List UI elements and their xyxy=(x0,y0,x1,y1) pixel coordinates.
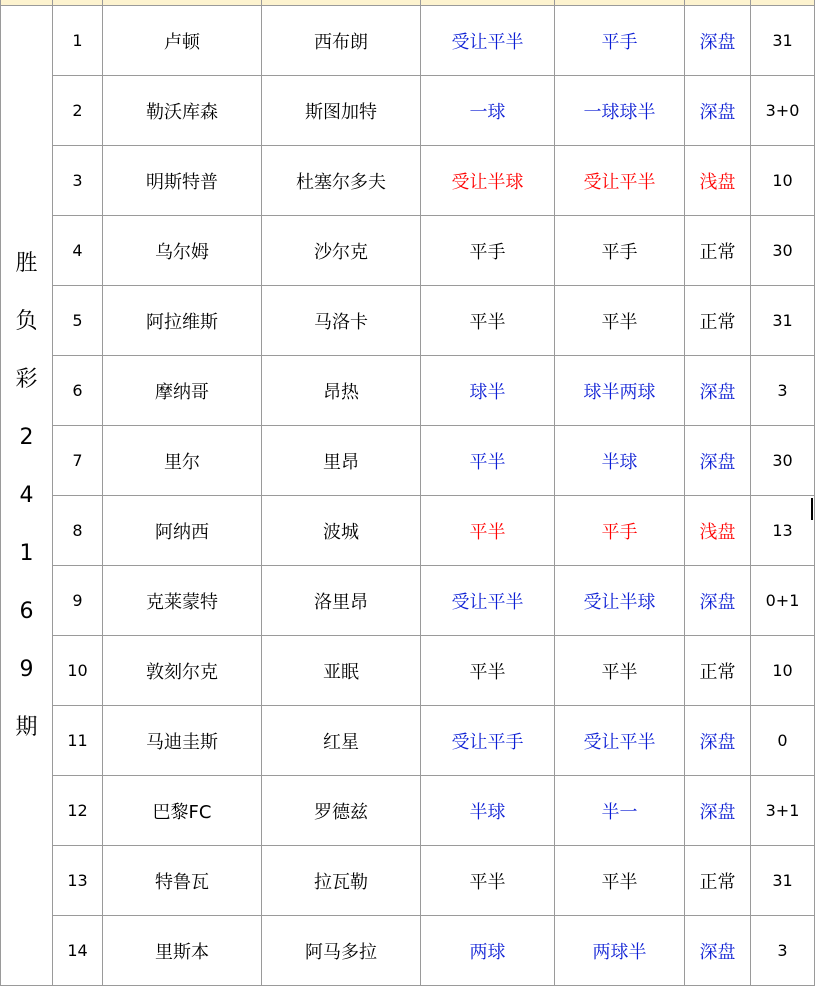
handicap-depth-cell: 深盘 xyxy=(685,426,751,496)
away-team-cell: 罗德兹 xyxy=(262,776,421,846)
match-number-cell: 12 xyxy=(53,776,103,846)
home-team-cell: 克莱蒙特 xyxy=(103,566,262,636)
handicap-depth-cell: 正常 xyxy=(685,286,751,356)
match-number-cell: 7 xyxy=(53,426,103,496)
handicap-depth-cell: 深盘 xyxy=(685,566,751,636)
period-label-char: 彩 xyxy=(15,366,38,392)
result-cell: 31 xyxy=(751,286,815,356)
match-number-cell: 8 xyxy=(53,496,103,566)
table-row xyxy=(1,846,815,916)
home-team-cell: 勒沃库森 xyxy=(103,76,262,146)
handicap-depth-cell: 深盘 xyxy=(685,6,751,76)
table-row xyxy=(1,916,815,986)
home-team-cell: 摩纳哥 xyxy=(103,356,262,426)
current-handicap-cell: 受让平半 xyxy=(555,706,685,776)
home-team-cell: 特鲁瓦 xyxy=(103,846,262,916)
period-label xyxy=(1,6,53,986)
table-row xyxy=(1,356,815,426)
result-cell: 30 xyxy=(751,426,815,496)
initial-handicap-cell: 平手 xyxy=(421,216,555,286)
home-team-cell: 卢顿 xyxy=(103,6,262,76)
initial-handicap-cell: 受让半球 xyxy=(421,146,555,216)
away-team-cell: 沙尔克 xyxy=(262,216,421,286)
table-row xyxy=(1,146,815,216)
handicap-depth-cell: 正常 xyxy=(685,846,751,916)
match-number-cell: 5 xyxy=(53,286,103,356)
edge-divider xyxy=(811,498,813,520)
handicap-depth-cell: 浅盘 xyxy=(685,146,751,216)
match-number-cell: 9 xyxy=(53,566,103,636)
period-label-char: 胜 xyxy=(15,250,38,276)
result-cell: 10 xyxy=(751,146,815,216)
current-handicap-cell: 受让半球 xyxy=(555,566,685,636)
result-cell: 0+1 xyxy=(751,566,815,636)
handicap-depth-cell: 深盘 xyxy=(685,76,751,146)
result-cell: 0 xyxy=(751,706,815,776)
period-label-char: 负 xyxy=(15,308,38,334)
away-team-cell: 马洛卡 xyxy=(262,286,421,356)
result-cell: 31 xyxy=(751,846,815,916)
initial-handicap-cell: 平半 xyxy=(421,286,555,356)
away-team-cell: 杜塞尔多夫 xyxy=(262,146,421,216)
match-number-cell: 1 xyxy=(53,6,103,76)
current-handicap-cell: 平手 xyxy=(555,6,685,76)
handicap-depth-cell: 深盘 xyxy=(685,356,751,426)
initial-handicap-cell: 一球 xyxy=(421,76,555,146)
table-body xyxy=(1,0,815,986)
initial-handicap-cell: 平半 xyxy=(421,496,555,566)
match-number-cell: 6 xyxy=(53,356,103,426)
period-label-char: 9 xyxy=(19,656,34,682)
initial-handicap-cell: 平半 xyxy=(421,636,555,706)
initial-handicap-cell: 半球 xyxy=(421,776,555,846)
table-row xyxy=(1,286,815,356)
initial-handicap-cell: 平半 xyxy=(421,846,555,916)
handicap-depth-cell: 正常 xyxy=(685,216,751,286)
result-cell: 31 xyxy=(751,6,815,76)
away-team-cell: 波城 xyxy=(262,496,421,566)
current-handicap-cell: 球半两球 xyxy=(555,356,685,426)
table-row xyxy=(1,706,815,776)
home-team-cell: 巴黎FC xyxy=(103,776,262,846)
current-handicap-cell: 平半 xyxy=(555,286,685,356)
current-handicap-cell: 半球 xyxy=(555,426,685,496)
away-team-cell: 阿马多拉 xyxy=(262,916,421,986)
initial-handicap-cell: 受让平半 xyxy=(421,6,555,76)
away-team-cell: 西布朗 xyxy=(262,6,421,76)
home-team-cell: 乌尔姆 xyxy=(103,216,262,286)
table-row xyxy=(1,216,815,286)
away-team-cell: 昂热 xyxy=(262,356,421,426)
table-row xyxy=(1,636,815,706)
table-row xyxy=(1,566,815,636)
home-team-cell: 明斯特普 xyxy=(103,146,262,216)
table-row xyxy=(1,776,815,846)
result-cell: 3+0 xyxy=(751,76,815,146)
handicap-depth-cell: 深盘 xyxy=(685,776,751,846)
result-cell: 10 xyxy=(751,636,815,706)
result-cell: 30 xyxy=(751,216,815,286)
away-team-cell: 红星 xyxy=(262,706,421,776)
away-team-cell: 里昂 xyxy=(262,426,421,496)
initial-handicap-cell: 球半 xyxy=(421,356,555,426)
period-label-char: 2 xyxy=(19,424,34,450)
period-label-char: 6 xyxy=(19,598,34,624)
initial-handicap-cell: 受让平手 xyxy=(421,706,555,776)
current-handicap-cell: 两球半 xyxy=(555,916,685,986)
match-number-cell: 14 xyxy=(53,916,103,986)
table-row xyxy=(1,6,815,76)
match-number-cell: 10 xyxy=(53,636,103,706)
away-team-cell: 洛里昂 xyxy=(262,566,421,636)
period-label-char: 4 xyxy=(19,482,34,508)
match-number-cell: 13 xyxy=(53,846,103,916)
match-number-cell: 11 xyxy=(53,706,103,776)
handicap-depth-cell: 正常 xyxy=(685,636,751,706)
result-cell: 3+1 xyxy=(751,776,815,846)
away-team-cell: 斯图加特 xyxy=(262,76,421,146)
match-number-cell: 4 xyxy=(53,216,103,286)
current-handicap-cell: 平半 xyxy=(555,846,685,916)
away-team-cell: 亚眠 xyxy=(262,636,421,706)
match-number-cell: 3 xyxy=(53,146,103,216)
handicap-depth-cell: 浅盘 xyxy=(685,496,751,566)
home-team-cell: 里尔 xyxy=(103,426,262,496)
current-handicap-cell: 平手 xyxy=(555,216,685,286)
home-team-cell: 阿纳西 xyxy=(103,496,262,566)
period-label-char: 1 xyxy=(19,540,34,566)
match-number-cell: 2 xyxy=(53,76,103,146)
initial-handicap-cell: 两球 xyxy=(421,916,555,986)
initial-handicap-cell: 平半 xyxy=(421,426,555,496)
home-team-cell: 阿拉维斯 xyxy=(103,286,262,356)
period-label-stack xyxy=(1,235,52,757)
current-handicap-cell: 平半 xyxy=(555,636,685,706)
table-row xyxy=(1,496,815,566)
period-label-char: 期 xyxy=(15,714,38,740)
home-team-cell: 敦刻尔克 xyxy=(103,636,262,706)
current-handicap-cell: 受让平半 xyxy=(555,146,685,216)
handicap-depth-cell: 深盘 xyxy=(685,916,751,986)
current-handicap-cell: 平手 xyxy=(555,496,685,566)
result-cell: 3 xyxy=(751,916,815,986)
current-handicap-cell: 一球球半 xyxy=(555,76,685,146)
initial-handicap-cell: 受让平半 xyxy=(421,566,555,636)
table-row xyxy=(1,426,815,496)
current-handicap-cell: 半一 xyxy=(555,776,685,846)
home-team-cell: 马迪圭斯 xyxy=(103,706,262,776)
result-cell: 13 xyxy=(751,496,815,566)
away-team-cell: 拉瓦勒 xyxy=(262,846,421,916)
handicap-depth-cell: 深盘 xyxy=(685,706,751,776)
table-row xyxy=(1,76,815,146)
result-cell: 3 xyxy=(751,356,815,426)
home-team-cell: 里斯本 xyxy=(103,916,262,986)
